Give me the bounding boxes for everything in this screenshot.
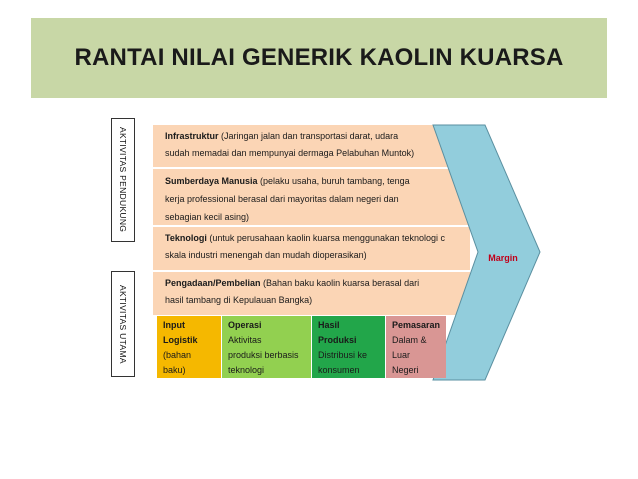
primary-pemasaran [386, 316, 446, 378]
cell-title: Pemasaran [392, 320, 441, 330]
support-row-infrastruktur [157, 128, 467, 162]
support-row-sdm [157, 172, 467, 226]
row-text: sebagian kecil asing) [165, 212, 250, 222]
support-row-teknologi [157, 230, 472, 264]
cell-text: Negeri [392, 365, 419, 375]
primary-operasi [222, 316, 311, 378]
support-label-text: AKTIVITAS PENDUKUNG [118, 127, 128, 233]
primary-input-logistik [157, 316, 221, 378]
cell-text: produksi berbasis [228, 350, 299, 360]
cell-title: Hasil [318, 320, 340, 330]
row-text: (Jaringan jalan dan transportasi darat, udara [218, 131, 399, 141]
row-heading: Sumberdaya Manusia [165, 176, 258, 186]
row-heading: Infrastruktur [165, 131, 219, 141]
row-text: kerja professional berasal dari mayoritas dalam negeri dan [165, 194, 399, 204]
row-heading: Pengadaan/Pembelian [165, 278, 261, 288]
row-text: (untuk perusahaan kaolin kuarsa menggunakan teknologi c [206, 233, 446, 243]
margin-label: Margin [488, 253, 518, 263]
cell-text: baku) [163, 365, 186, 375]
cell-title: Logistik [163, 335, 198, 345]
row-text: sudah memadai dan mempunyai dermaga Pelabuhan Muntok) [165, 148, 415, 158]
cell-text: Luar [392, 350, 411, 360]
primary-hasil-produksi [312, 316, 385, 378]
cell-title: Input [163, 320, 185, 330]
cell-text: teknologi [228, 365, 265, 375]
cell-text: Dalam & [392, 335, 427, 345]
cell-text: Aktivitas [228, 335, 262, 345]
cell-title: Operasi [228, 320, 262, 330]
row-text: (Bahan baku kaolin kuarsa berasal dari [260, 278, 420, 288]
main-label-text: AKTIVITAS UTAMA [118, 284, 128, 364]
row-text: skala industri menengah dan mudah dioperasikan) [165, 250, 367, 260]
cell-text: Distribusi ke [318, 350, 368, 360]
page-title: RANTAI NILAI GENERIK KAOLIN KUARSA [74, 44, 564, 71]
row-heading: Teknologi [165, 233, 207, 243]
cell-text: konsumen [318, 365, 360, 375]
row-text: (pelaku usaha, buruh tambang, tenga [257, 176, 410, 186]
support-row-pengadaan [157, 275, 467, 309]
cell-text: (bahan [163, 350, 192, 360]
row-text: hasil tambang di Kepulauan Bangka) [165, 295, 313, 305]
cell-title: Produksi [318, 335, 357, 345]
